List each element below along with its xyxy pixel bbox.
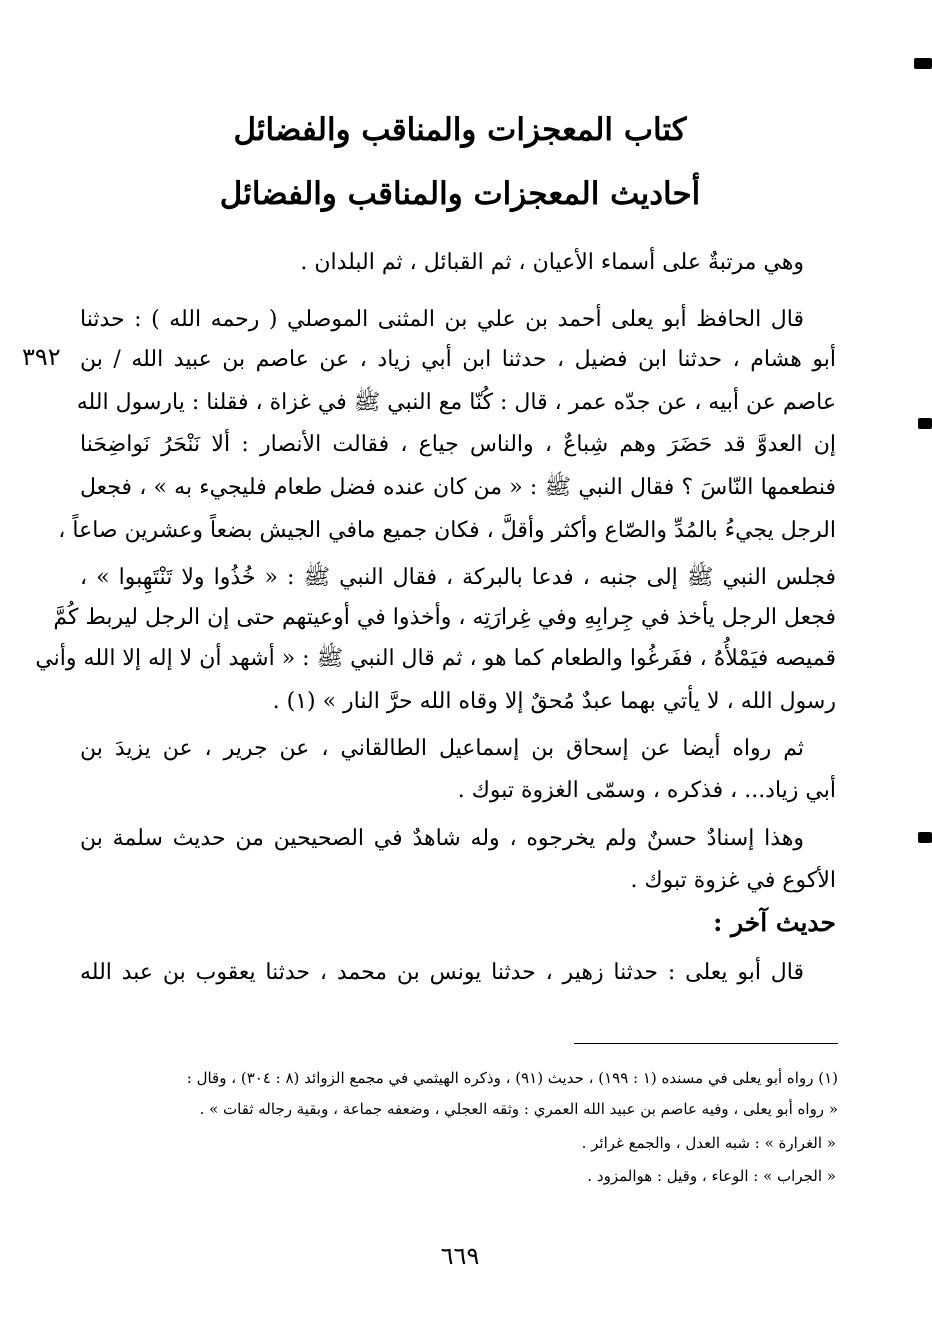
paragraph-line: أبي زياد... ، فذكره ، وسمّى الغزوة تبوك . xyxy=(457,778,836,803)
page-number: ٦٦٩ xyxy=(440,1242,480,1270)
paragraph-line: عاصم عن أبيه ، عن جدّه عمر ، قال : كُنّا مع النبي ﷺ في غزاة ، فقلنا : يارسول الله xyxy=(76,390,836,415)
subheading: حديث آخر : xyxy=(713,908,836,937)
intro-line: وهي مرتبةٌ على أسماء الأعيان ، ثم القبائل ، ثم البلدان . xyxy=(300,250,804,275)
book-title: كتاب المعجزات والمناقب والفضائل xyxy=(233,112,687,148)
section-title: أحاديث المعجزات والمناقب والفضائل xyxy=(219,176,701,212)
paragraph-line: الأكوع في غزوة تبوك . xyxy=(630,868,836,893)
margin-reference-number: ٣٩٢ xyxy=(22,343,61,371)
footnote-line: « الغرارة » : شبه العدل ، والجمع غرائر . xyxy=(581,1134,836,1152)
paragraph-line: أبو هشام ، حدثنا ابن فضيل ، حدثنا ابن أبي زياد ، عن عاصم بن عبيد الله / بن xyxy=(80,347,836,372)
paragraph-line: رسول الله ، لا يأتي بهما عبدٌ مُحقٌ إلا وقاه الله حرَّ النار » (١) . xyxy=(272,689,836,714)
paragraph-line: ثم رواه أيضا عن إسحاق بن إسماعيل الطالقاني ، عن جرير ، عن يزيدَ بن xyxy=(80,736,804,761)
paragraph-line: الرجل يجيءُ بالمُدِّ والصّاع وأكثر وأقلَّ ، فكان جميع مافي الجيش بضعاً وعشرين صاعاً ، xyxy=(58,518,836,543)
paragraph-line: فنطعمها النّاسَ ؟ فقال النبي ﷺ : « من كان عنده فضل طعام فليجيء به » ، فجعل xyxy=(80,475,836,500)
paragraph-line: فجعل الرجل يأخذ في جِرابِهِ وفي غِرارَتِه ، وأخذوا في أوعيتهم حتى إن الرجل ليربط كُمَّ xyxy=(53,605,836,630)
paragraph-line: إن العدوَّ قد حَضَرَ وهم شِباعٌ ، والناس جياع ، فقالت الأنصار : ألا نَنْحَرُ نَواضِحَنا xyxy=(80,432,836,457)
edge-mark-middle xyxy=(918,418,932,429)
paragraph-line: قال أبو يعلى : حدثنا زهير ، حدثنا يونس بن محمد ، حدثنا يعقوب بن عبد الله xyxy=(80,960,804,985)
footnote-line: « رواه أبو يعلى ، وفيه عاصم بن عبيد الله العمري : وثقه العجلي ، وضعفه جماعة ، وبقية رجاله ثقات » . xyxy=(199,1100,838,1118)
footnote-line: (١) رواه أبو يعلى في مسنده (١ : ١٩٩) ، حديث (٩١) ، وذكره الهيثمي في مجمع الزوائد (٨ : ٣٠٤) ، وقال : xyxy=(186,1069,838,1087)
paragraph-line: فجلس النبي ﷺ إلى جنبه ، فدعا بالبركة ، فقال النبي ﷺ : « خُذُوا ولا تَنْتَهِبوا » ، xyxy=(80,565,836,590)
paragraph-line: قال الحافظ أبو يعلى أحمد بن علي بن المثنى الموصلي ( رحمه الله ) : حدثنا xyxy=(80,307,804,332)
edge-mark-top xyxy=(914,58,932,69)
footnote-line: « الجراب » : الوعاء ، وقيل : هوالمزود . xyxy=(587,1167,836,1185)
paragraph-line: قميصه فيَمْلأُهُ ، ففَرغُوا والطعام كما هو ، ثم قال النبي ﷺ : « أشهد أن لا إله إلا الله وأني xyxy=(35,646,836,671)
edge-mark-lower xyxy=(918,832,932,843)
footnote-divider xyxy=(574,1043,838,1044)
paragraph-line: وهذا إسنادٌ حسنٌ ولم يخرجوه ، وله شاهدٌ في الصحيحين من حديث سلمة بن xyxy=(80,826,804,851)
